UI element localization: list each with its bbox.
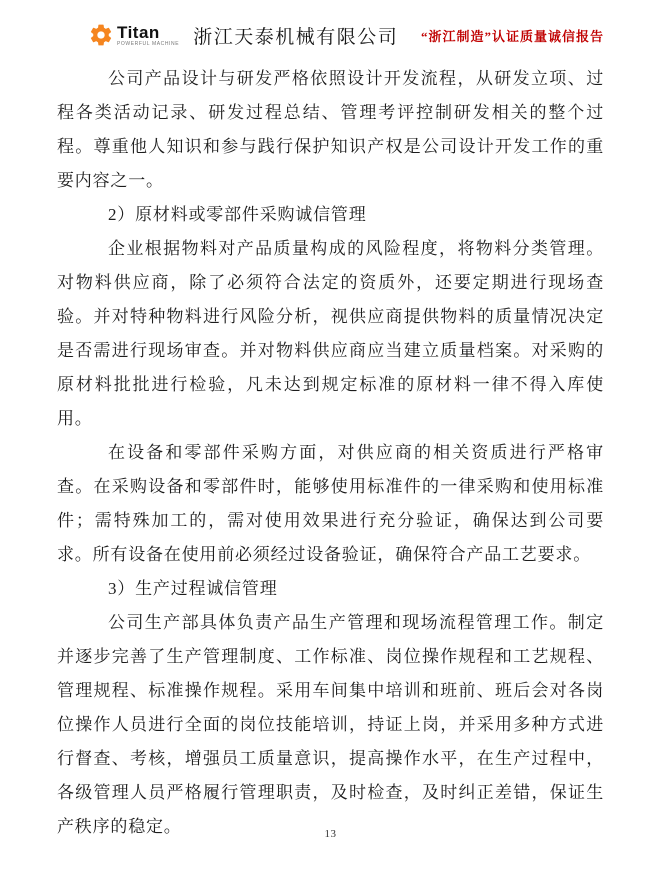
logo-tagline: POWERFUL MACHINE bbox=[117, 40, 180, 47]
company-name: 浙江天泰机械有限公司 bbox=[193, 26, 399, 48]
company-logo bbox=[88, 22, 179, 48]
gear-icon bbox=[88, 22, 114, 48]
paragraph-material-risk: 企业根据物料对产品质量构成的风险程度，将物料分类管理。对物料供应商，除了必须符合法定的资质外，还要定期进行现场查验。并对特种物料进行风险分析，视供应商提供物料的质量情况决定是否需进行现场审查。并对物料供应商应当建立质量档案。对采购的原材料批批进行检验，凡未达到规定标准的原材料一律不得入库使用。 bbox=[57, 239, 604, 428]
logo-text bbox=[117, 24, 179, 47]
paragraph-equipment-parts: 在设备和零部件采购方面，对供应商的相关资质进行严格审查。在采购设备和零部件时，能够使用标准件的一律采购和使用标准件；需特殊加工的，需对使用效果进行充分验证，确保达到公司要求。所有设备在使用前必须经过设备验证，确保符合产品工艺要求。 bbox=[57, 443, 604, 564]
paragraph-production-management: 公司生产部具体负责产品生产管理和现场流程管理工作。制定并逐步完善了生产管理制度、工作标准、岗位操作规程和工艺规程、管理规程、标准操作规程。采用车间集中培训和班前、班后会对各岗位操作人员进行全面的岗位技能培训，持证上岗，并采用多种方式进行督查、考核，增强员工质量意识，提高操作水平，在生产过程中，各级管理人员严格履行管理职责，及时检查，及时纠正差错，保证生产秩序的稳定。 bbox=[57, 613, 604, 836]
logo-brand: Titan bbox=[117, 22, 160, 42]
document-body bbox=[0, 62, 661, 844]
heading-procurement-integrity: 2）原材料或零部件采购诚信管理 bbox=[108, 205, 367, 224]
heading-production-integrity: 3）生产过程诚信管理 bbox=[108, 579, 278, 598]
paragraph-design-rnd: 公司产品设计与研发严格依照设计开发流程，从研发立项、过程各类活动记录、研发过程总结、管理考评控制研发相关的整个过程。尊重他人知识和参与践行保护知识产权是公司设计开发工作的重要内容之一。 bbox=[57, 69, 604, 190]
report-title: “浙江制造”认证质量诚信报告 bbox=[420, 28, 604, 44]
page-header bbox=[0, 0, 661, 56]
page-number: 13 bbox=[324, 828, 337, 840]
page-footer bbox=[0, 824, 661, 842]
